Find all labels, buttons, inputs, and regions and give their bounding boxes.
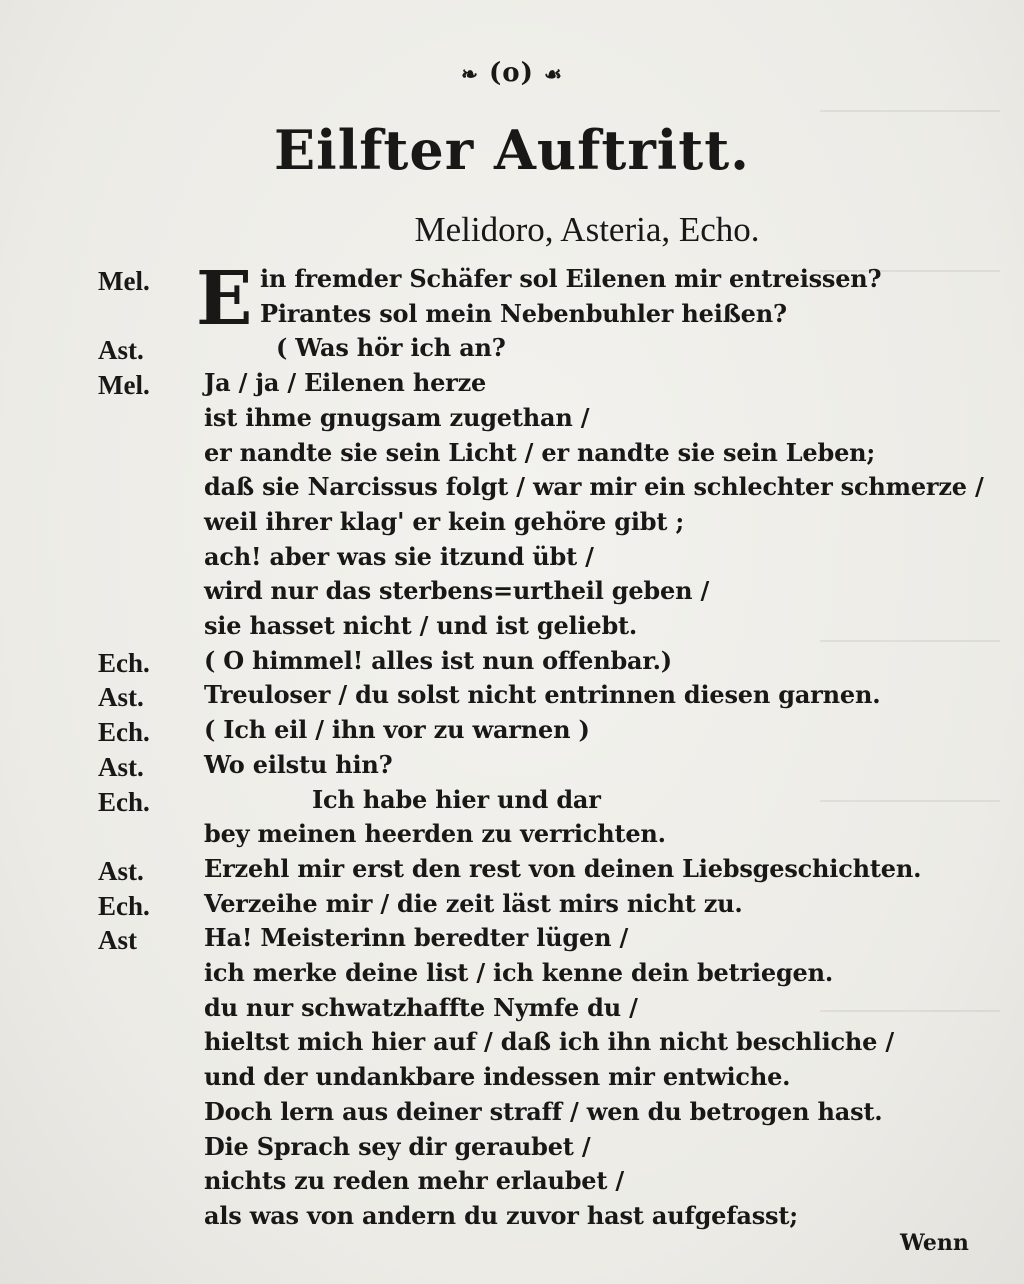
verse-line: ich merke deine list / ich kenne dein betriegen. bbox=[204, 958, 834, 987]
speaker-label: Ast. bbox=[98, 855, 144, 886]
verse-line: ist ihme gnugsam zugethan / bbox=[204, 402, 590, 432]
bleed-through-mark bbox=[820, 1010, 1000, 1012]
scene-characters: Melidoro, Asteria, Echo. bbox=[414, 210, 760, 249]
verse-line: Erzehl mir erst den rest von deinen Liebsgeschichten. bbox=[204, 853, 922, 883]
verse-line: Wo eilstu hin? bbox=[204, 749, 393, 779]
verse-line: ( Was hör ich an? bbox=[276, 333, 506, 363]
flourish-left-icon: ❧ bbox=[461, 62, 479, 86]
verse-line: hieltst mich hier auf / daß ich ihn nicht beschliche / bbox=[204, 1027, 894, 1057]
speaker-label: Ech. bbox=[98, 890, 150, 921]
verse-line: Verzeihe mir / die zeit läst mirs nicht zu. bbox=[204, 888, 743, 918]
verse-line: Ich habe hier und dar bbox=[312, 784, 601, 814]
drop-cap: E bbox=[196, 256, 253, 342]
scene-title: Eilfter Auftritt. bbox=[274, 118, 750, 182]
speaker-label: Mel. bbox=[98, 266, 150, 296]
speaker-label: Ast. bbox=[98, 751, 144, 782]
verse-line: bey meinen heerden zu verrichten. bbox=[204, 819, 666, 849]
speaker-label: Ech. bbox=[98, 786, 150, 817]
speaker-label: Ech. bbox=[98, 647, 150, 678]
verse-line: Ha! Meisterinn beredter lügen / bbox=[204, 923, 629, 953]
speaker-label: Ast. bbox=[98, 335, 144, 366]
speaker-label: Ast. bbox=[98, 682, 144, 713]
verse-line: Pirantes sol mein Nebenbuhler heißen? bbox=[260, 298, 787, 328]
verse-line: wird nur das sterbens=urtheil geben / bbox=[204, 576, 710, 606]
verse-line: ach! aber was sie itzund übt / bbox=[204, 541, 594, 571]
verse-line: weil ihrer klag' er kein gehöre gibt ; bbox=[204, 506, 685, 536]
ornament-text: (o) bbox=[488, 58, 534, 88]
verse-line: ( O himmel! alles ist nun offenbar.) bbox=[204, 645, 672, 675]
bleed-through-mark bbox=[820, 110, 1000, 112]
verse-line: Treuloser / du solst nicht entrinnen diesen garnen. bbox=[204, 680, 881, 710]
bleed-through-mark bbox=[820, 800, 1000, 802]
verse-line: Die Sprach sey dir geraubet / bbox=[204, 1131, 591, 1161]
catchword: Wenn bbox=[900, 1230, 969, 1256]
verse-line: sie hasset nicht / und ist geliebt. bbox=[204, 611, 638, 640]
verse-line: Ja / ja / Eilenen herze bbox=[204, 368, 487, 398]
verse-line: daß sie Narcissus folgt / war mir ein schlechter schmerze / bbox=[204, 472, 984, 502]
verse-line: Doch lern aus deiner straff / wen du betrogen hast. bbox=[204, 1096, 883, 1126]
verse-line: er nandte sie sein Licht / er nandte sie sein Leben; bbox=[204, 437, 876, 467]
page-ornament bbox=[0, 58, 1024, 88]
speaker-label: Mel. bbox=[98, 370, 150, 401]
bleed-through-mark bbox=[820, 640, 1000, 642]
speaker-label: Ast bbox=[98, 925, 137, 956]
verse-line: ( Ich eil / ihn vor zu warnen ) bbox=[204, 715, 590, 745]
verse-line: du nur schwatzhaffte Nymfe du / bbox=[204, 992, 638, 1022]
verse-line: in fremder Schäfer sol Eilenen mir entreissen? bbox=[260, 264, 882, 293]
verse-line: als was von andern du zuvor hast aufgefasst; bbox=[204, 1200, 798, 1230]
verse-line: nichts zu reden mehr erlaubet / bbox=[204, 1166, 624, 1196]
flourish-right-icon: ☙ bbox=[543, 62, 563, 86]
verse-line: und der undankbare indessen mir entwiche. bbox=[204, 1062, 791, 1092]
speaker-label: Ech. bbox=[98, 717, 150, 748]
